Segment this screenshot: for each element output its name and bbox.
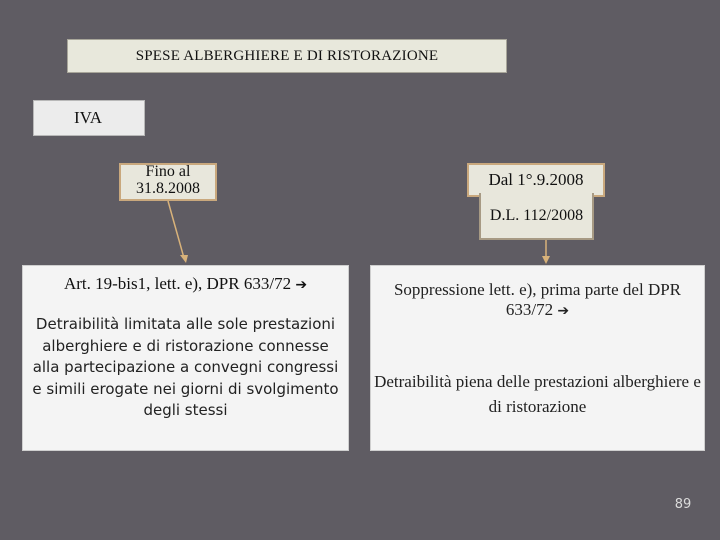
left-panel xyxy=(22,265,349,451)
left-body-text: Detraibilità limitata alle sole prestazioni alberghiere e di ristorazione connesse alla partecipazione a convegni congressi e simili erogate nei giorni di svolgimento degli stessi xyxy=(32,315,339,419)
iva-label: IVA xyxy=(74,108,103,127)
right-panel xyxy=(370,265,705,451)
right-connector-arrowhead xyxy=(542,256,550,264)
left-connector-arrowhead xyxy=(180,255,188,263)
left-heading xyxy=(64,274,307,294)
diagram-title-text: SPESE ALBERGHIERE E DI RISTORAZIONE xyxy=(135,47,439,64)
page-number: 89 xyxy=(674,497,692,512)
right-heading xyxy=(371,280,704,321)
right-heading-text: Soppressione lett. e), prima parte del DPR 633/72 xyxy=(393,280,682,319)
right-arrow-icon: ➔ xyxy=(557,303,570,319)
right-arrow-icon: ➔ xyxy=(295,277,308,293)
right-body-text: Detraibilità piena delle prestazioni alberghiere e di ristorazione xyxy=(374,372,701,416)
decree-label: D.L. 112/2008 xyxy=(489,207,584,224)
right-period-label: Dal 1°.9.2008 xyxy=(488,170,584,189)
left-connector-line xyxy=(168,201,184,258)
left-period-label: Fino al 31.8.2008 xyxy=(136,163,200,197)
left-heading-text: Art. 19-bis1, lett. e), DPR 633/72 xyxy=(63,274,292,293)
